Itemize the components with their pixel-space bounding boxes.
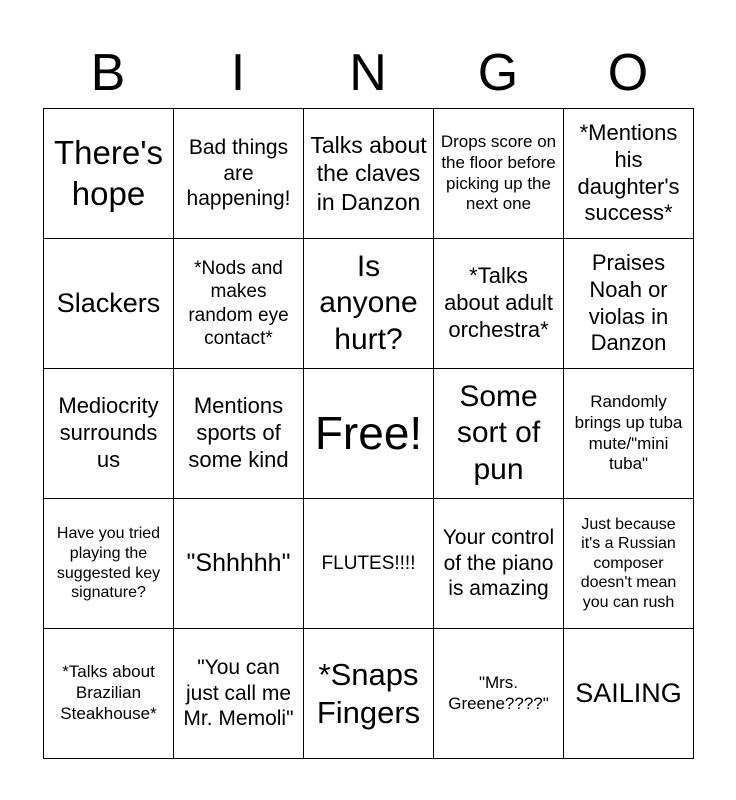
bingo-cell[interactable] <box>564 499 694 629</box>
bingo-cell[interactable] <box>174 499 304 629</box>
cell-text: SAILING <box>575 678 682 709</box>
bingo-cell[interactable] <box>304 629 434 759</box>
cell-text: *Mentions his daughter's success* <box>577 119 680 226</box>
board-row <box>44 109 694 239</box>
bingo-cell[interactable] <box>564 629 694 759</box>
header-letter-n: N <box>349 44 387 102</box>
bingo-cell[interactable] <box>174 369 304 499</box>
cell-text: Have you tried playing the suggested key signature? <box>56 525 161 602</box>
bingo-header <box>43 42 693 108</box>
cell-text: Randomly brings up tuba mute/"mini tuba" <box>574 392 683 474</box>
board-row <box>44 499 694 629</box>
cell-text: Just because it's a Russian composer doesn't mean you can rush <box>580 515 677 611</box>
bingo-cell[interactable] <box>564 369 694 499</box>
bingo-cell[interactable] <box>174 109 304 239</box>
bingo-cell[interactable] <box>44 369 174 499</box>
cell-text: "Mrs. Greene????" <box>448 672 549 713</box>
header-letter-b: B <box>90 44 126 102</box>
cell-text: "You can just call me Mr. Memoli" <box>183 656 294 731</box>
bingo-board <box>43 108 694 759</box>
bingo-cell[interactable] <box>434 239 564 369</box>
free-space-label: Free! <box>314 407 423 460</box>
bingo-cell[interactable] <box>44 239 174 369</box>
cell-text: Is anyone hurt? <box>319 249 418 356</box>
header-letter-g: G <box>477 44 519 102</box>
cell-text: *Nods and makes random eye contact* <box>188 258 289 349</box>
bingo-cell[interactable] <box>564 109 694 239</box>
cell-text: Some sort of pun <box>456 379 541 486</box>
bingo-cell[interactable] <box>434 369 564 499</box>
board-row <box>44 239 694 369</box>
cell-text: *Talks about adult orchestra* <box>444 263 553 342</box>
bingo-cell[interactable] <box>174 629 304 759</box>
free-space-cell[interactable] <box>304 369 434 499</box>
board-row <box>44 369 694 499</box>
header-letter-o: O <box>607 44 649 102</box>
bingo-cell[interactable] <box>434 109 564 239</box>
header-letter-i: I <box>230 44 246 102</box>
cell-text: Mentions sports of some kind <box>188 393 289 472</box>
cell-text: Drops score on the floor before picking up the next one <box>440 132 557 214</box>
cell-text: Talks about the claves in Danzon <box>310 132 427 215</box>
cell-text: Praises Noah or violas in Danzon <box>588 249 669 356</box>
bingo-cell[interactable] <box>304 109 434 239</box>
bingo-cell[interactable] <box>434 629 564 759</box>
bingo-cell[interactable] <box>44 629 174 759</box>
cell-text: Mediocrity surrounds us <box>58 393 159 472</box>
bingo-cell[interactable] <box>44 499 174 629</box>
board-row <box>44 629 694 759</box>
bingo-cell[interactable] <box>434 499 564 629</box>
bingo-cell[interactable] <box>304 239 434 369</box>
cell-text: *Talks about Brazilian Steakhouse* <box>60 662 157 723</box>
cell-text: FLUTES!!!! <box>321 552 416 574</box>
cell-text: Your control of the piano is amazing <box>442 526 555 601</box>
cell-text: "Shhhhh" <box>186 549 291 578</box>
cell-text: *Snaps Fingers <box>316 656 421 730</box>
cell-text: Bad things are happening! <box>186 136 291 211</box>
bingo-cell[interactable] <box>174 239 304 369</box>
bingo-cell[interactable] <box>564 239 694 369</box>
bingo-cell[interactable] <box>44 109 174 239</box>
cell-text: Slackers <box>56 288 161 319</box>
bingo-cell[interactable] <box>304 499 434 629</box>
cell-text: There's hope <box>53 134 163 212</box>
